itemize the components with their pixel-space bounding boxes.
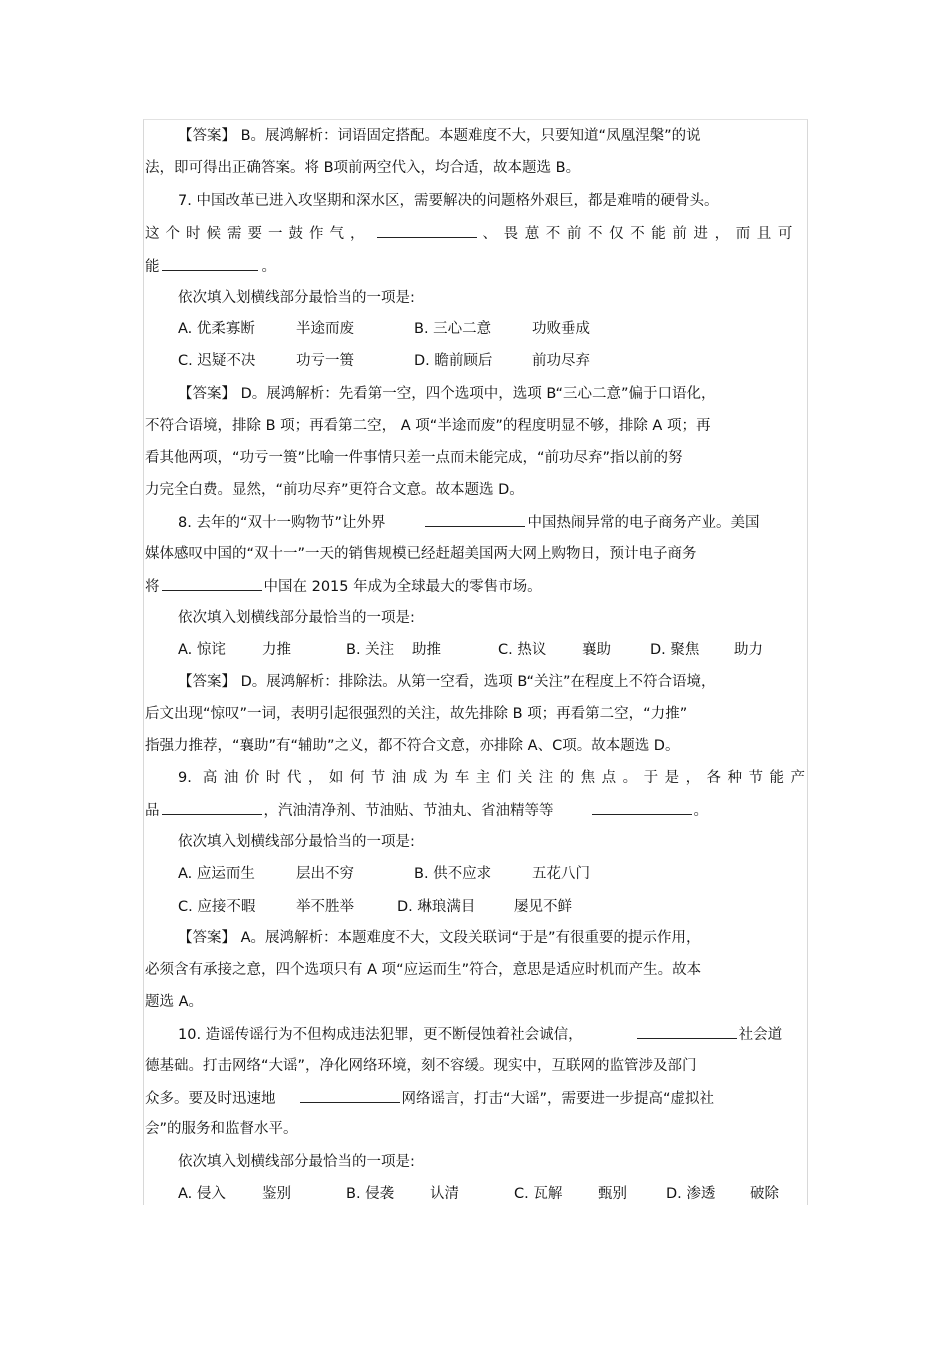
question-9-options-ab xyxy=(178,864,805,884)
question-10-line-2: 德基础。打击网络“大谣”，净化网络环境，刻不容缓。现实中，互联网的监管涉及部门 xyxy=(145,1058,697,1074)
question-10-line-4: 会”的服务和监督水平。 xyxy=(145,1121,298,1137)
option-a[interactable]: A. 优柔寡断 xyxy=(178,321,255,337)
question-7-line-1: 7. 中国改革已进入攻坚期和深水区，需要解决的问题格外艰巨，都是难啃的硬骨头。 xyxy=(178,193,719,209)
option-d[interactable]: D. 渗透 xyxy=(666,1186,716,1202)
blank-line xyxy=(300,1088,400,1103)
blank-line xyxy=(377,223,477,238)
option-d[interactable]: D. 聚焦 xyxy=(650,642,700,658)
option-c[interactable]: C. 瓦解 xyxy=(514,1186,563,1202)
question-9-text-c: 。 xyxy=(693,803,708,819)
question-8-line-2: 媒体感叹中国的“双十一”一天的销售规模已经赶超美国两大网上购物日，预计电子商务 xyxy=(145,546,697,562)
option-a-word-2: 层出不穷 xyxy=(296,866,354,882)
question-7-line-3 xyxy=(145,256,805,277)
option-a-word-2: 鉴别 xyxy=(262,1186,291,1202)
option-b-word-2: 助推 xyxy=(412,642,441,658)
question-10-prompt: 依次填入划横线部分最恰当的一项是: xyxy=(178,1154,415,1170)
answer-9-line-3: 题选 A。 xyxy=(145,994,204,1010)
option-a[interactable]: A. 惊诧 xyxy=(178,642,226,658)
answer-8-line-2: 后文出现“惊叹”一词，表明引起很强烈的关注，故先排除 B 项；再看第二空，“力推” xyxy=(145,706,688,722)
question-8-text-d: 中国在 2015 年成为全球最大的零售市场。 xyxy=(263,579,542,595)
option-c-word-2: 功亏一篑 xyxy=(296,353,354,369)
option-d-word-2: 屡见不鲜 xyxy=(514,899,572,915)
option-a[interactable]: A. 应运而生 xyxy=(178,866,255,882)
question-7-text-b: 、畏葸不前不仅不能前进，而且可 xyxy=(482,226,799,242)
question-10-text-d: 网络谣言，打击“大谣”，需要进一步提高“虚拟社 xyxy=(401,1091,715,1107)
option-b[interactable]: B. 关注 xyxy=(346,642,395,658)
option-a-word-2: 半途而废 xyxy=(296,321,354,337)
question-7-line-2 xyxy=(145,223,805,244)
question-9-options-cd xyxy=(178,897,805,917)
question-10-text-b: 社会道 xyxy=(738,1027,783,1043)
option-c-word-2: 举不胜举 xyxy=(296,899,354,915)
question-9-prompt: 依次填入划横线部分最恰当的一项是: xyxy=(178,834,415,850)
option-c[interactable]: C. 应接不暇 xyxy=(178,899,256,915)
question-7-options-cd xyxy=(178,351,805,371)
option-d-word-2: 助力 xyxy=(734,642,763,658)
question-7-text-d: 。 xyxy=(261,259,276,275)
option-b-word-2: 认清 xyxy=(430,1186,459,1202)
question-8-text-b: 中国热闹异常的电子商务产业。美国 xyxy=(527,515,760,531)
option-c[interactable]: C. 迟疑不决 xyxy=(178,353,256,369)
blank-line xyxy=(592,800,692,815)
answer-7-line-2: 不符合语境，排除 B 项；再看第二空， A 项“半途而废”的程度明显不够，排除 A 项；再 xyxy=(145,418,711,434)
option-a-word-2: 力推 xyxy=(262,642,291,658)
question-7-prompt: 依次填入划横线部分最恰当的一项是: xyxy=(178,290,415,306)
answer-9-line-2: 必须含有承接之意，四个选项只有 A 项“应运而生”符合，意思是适应时机而产生。故本 xyxy=(145,962,702,978)
option-d[interactable]: D. 瞻前顾后 xyxy=(414,353,493,369)
question-8-line-1 xyxy=(178,512,805,533)
question-8-prompt: 依次填入划横线部分最恰当的一项是: xyxy=(178,610,415,626)
answer-7-line-1: 【答案】 D。展鸿解析：先看第一空，四个选项中，选项 B“三心二意”偏于口语化， xyxy=(178,386,716,402)
question-7-options-ab xyxy=(178,319,805,339)
blank-line xyxy=(162,256,258,271)
answer-8-line-3: 指强力推荐，“襄助”有“辅助”之义，都不符合文意，亦排除 A、C项。故本题选 D。 xyxy=(145,738,680,754)
option-b[interactable]: B. 侵袭 xyxy=(346,1186,395,1202)
question-9-text-a: 品 xyxy=(145,803,160,819)
option-d-word-2: 破除 xyxy=(750,1186,779,1202)
answer-8-line-1: 【答案】 D。展鸿解析：排除法。从第一空看，选项 B“关注”在程度上不符合语境， xyxy=(178,674,716,690)
question-10-text-c: 众多。要及时迅速地 xyxy=(145,1091,276,1107)
question-10-text-a: 10. 造谣传谣行为不但构成违法犯罪，更不断侵蚀着社会诚信， xyxy=(178,1027,583,1043)
option-c-word-2: 襄助 xyxy=(582,642,611,658)
question-7-text-a: 这个时候需要一鼓作气， xyxy=(145,226,371,242)
option-b-word-2: 五花八门 xyxy=(532,866,590,882)
option-d[interactable]: D. 琳琅满目 xyxy=(397,899,476,915)
option-b-word-2: 功败垂成 xyxy=(532,321,590,337)
question-10-options xyxy=(178,1184,805,1204)
answer-7-line-3: 看其他两项，“功亏一篑”比喻一件事情只差一点而未能完成，“前功尽弃”指以前的努 xyxy=(145,450,683,466)
option-b[interactable]: B. 三心二意 xyxy=(414,321,492,337)
question-8-text-a: 8. 去年的“双十一购物节”让外界 xyxy=(178,515,386,531)
option-b[interactable]: B. 供不应求 xyxy=(414,866,492,882)
answer-6-line-2: 法，即可得出正确答案。将 B项前两空代入，均合适，故本题选 B。 xyxy=(145,160,581,176)
question-9-text-b: ，汽油清净剂、节油贴、节油丸、省油精等等 xyxy=(263,803,554,819)
question-8-text-c: 将 xyxy=(145,579,160,595)
answer-6-line-1: 【答案】 B。展鸿解析：词语固定搭配。本题难度不大，只要知道“凤凰涅槃”的说 xyxy=(178,128,701,144)
question-9-line-1: 9. 高油价时代，如何节油成为车主们关注的焦点。于是，各种节能产 xyxy=(178,770,805,786)
blank-line xyxy=(425,512,525,527)
question-10-line-3 xyxy=(145,1088,805,1109)
answer-7-line-4: 力完全白费。显然，“前功尽弃”更符合文意。故本题选 D。 xyxy=(145,482,524,498)
blank-line xyxy=(162,800,262,815)
option-d-word-2: 前功尽弃 xyxy=(532,353,590,369)
blank-line xyxy=(637,1024,737,1039)
question-7-text-c: 能 xyxy=(145,259,160,275)
option-a[interactable]: A. 侵入 xyxy=(178,1186,226,1202)
question-10-line-1 xyxy=(178,1024,805,1045)
blank-line xyxy=(162,576,262,591)
question-9-line-2 xyxy=(145,800,805,821)
question-8-line-3 xyxy=(145,576,805,597)
option-c[interactable]: C. 热议 xyxy=(498,642,547,658)
option-c-word-2: 甄别 xyxy=(598,1186,627,1202)
question-8-options xyxy=(178,640,805,660)
answer-9-line-1: 【答案】 A。展鸿解析：本题难度不大，文段关联词“于是”有很重要的提示作用， xyxy=(178,930,701,946)
